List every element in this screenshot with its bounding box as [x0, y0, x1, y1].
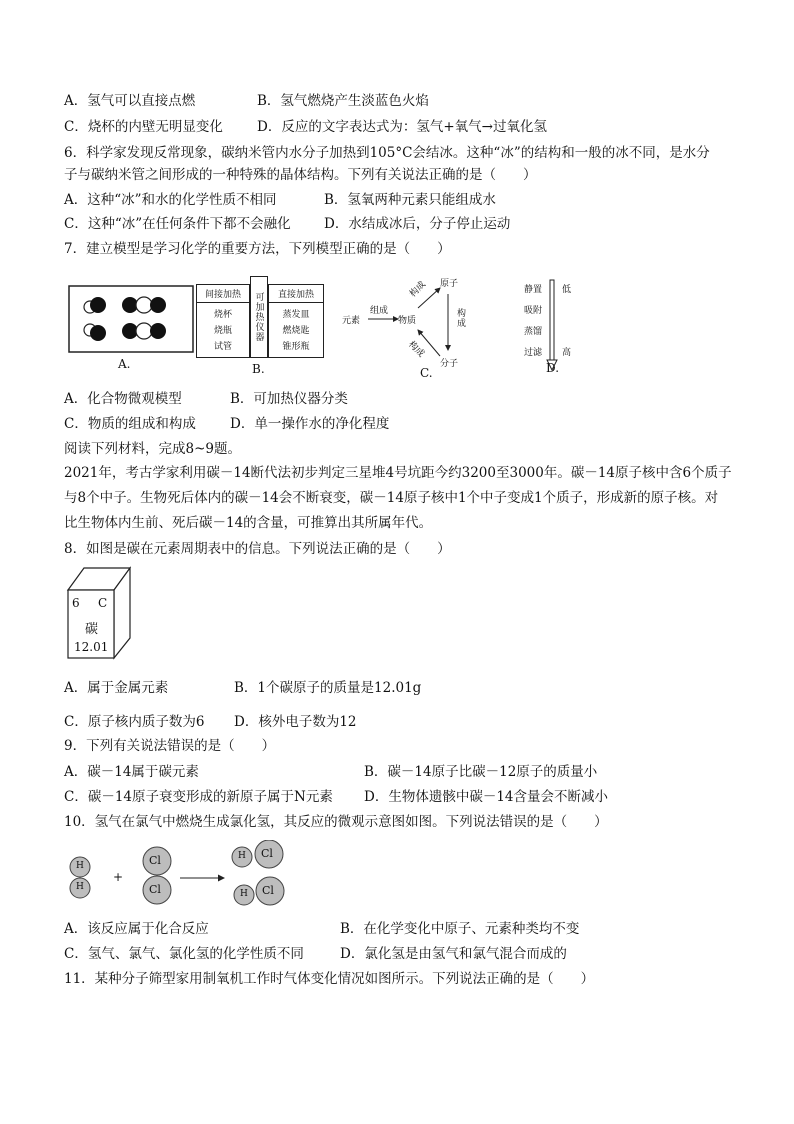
atomic-mass: 12.01 [74, 640, 109, 654]
compound-model-diagram [68, 285, 194, 353]
substance-node: 物质 [398, 316, 417, 326]
q5-option-c: C．烧杯的内壁无明显变化 [64, 119, 223, 135]
construct-label-2: 构成 [455, 308, 465, 328]
q7-stem: 7．建立模型是学习化学的重要方法，下列模型正确的是（ ） [64, 241, 451, 257]
q6-option-a: A．这种“冰”和水的化学性质不相同 [64, 192, 277, 208]
cl-atom-label: Cl [149, 883, 161, 896]
instrument-item: 燃烧匙 [282, 326, 310, 336]
q5-option-a: A．氢气可以直接点燃 [64, 93, 196, 109]
q10-stem: 10．氢气在氯气中燃烧生成氯化氢，其反应的微观示意图如图。下列说法错误的是（ ） [64, 814, 608, 830]
low-label: 低 [562, 285, 572, 295]
q8-option-d: D．核外电子数为12 [234, 714, 357, 730]
q9-option-b: B．碳－14原子比碳－12原子的质量小 [364, 764, 598, 780]
q7-figure-c [342, 272, 472, 372]
reading-paragraph-line2: 与8个中子。生物死后体内的碳－14会不断衰变，碳－14原子核中1个中子变成1个质子，形成新的原子核。对 [64, 490, 719, 506]
q11-stem: 11．某种分子筛型家用制氧机工作时气体变化情况如图所示。下列说法正确的是（ ） [64, 971, 595, 987]
q7-option-d: D．单一操作水的净化程度 [230, 416, 390, 432]
h-atom-label: H [76, 861, 84, 871]
purification-step: 静置 [524, 285, 543, 295]
construct-label-1: 构成 [408, 279, 428, 300]
indirect-heating-box [196, 284, 250, 358]
q8-option-b: B．1个碳原子的质量是12.01g [234, 680, 422, 696]
heatable-instruments-box [250, 276, 268, 358]
atom-node: 原子 [440, 279, 459, 289]
q8-stem: 8．如图是碳在元素周期表中的信息。下列说法正确的是（ ） [64, 541, 451, 557]
reading-paragraph-line3: 比生物体内生前、死后碳－14的含量，可推算出其所属年代。 [64, 515, 433, 531]
q5-option-b: B．氢气燃烧产生淡蓝色火焰 [257, 93, 429, 109]
q6-option-d: D．水结成冰后，分子停止运动 [324, 216, 511, 232]
reaction-diagram [64, 840, 304, 912]
plus-sign: + [113, 870, 124, 884]
q7-figure-d-label: D. [546, 361, 560, 375]
cl-atom-label: Cl [262, 884, 274, 897]
q6-stem-line1: 6．科学家发现反常现象，碳纳米管内水分子加热到105°C会结冰。这种“冰”的结构和一般的冰不同，是水分 [64, 145, 710, 161]
q9-option-a: A．碳－14属于碳元素 [64, 764, 199, 780]
direct-heating-box [268, 284, 324, 358]
q5-option-d: D．反应的文字表达式为：氢气+氧气→过氧化氢 [257, 119, 547, 135]
cl-atom-label: Cl [261, 847, 273, 860]
high-label: 高 [562, 348, 572, 358]
indirect-heating-header: 间接加热 [197, 285, 249, 303]
element-name: 碳 [85, 622, 99, 637]
q10-option-b: B．在化学变化中原子、元素种类均不变 [340, 921, 580, 937]
reading-intro: 阅读下列材料，完成8~9题。 [64, 441, 241, 457]
heatable-instruments-label: 可加热仪器 [253, 292, 264, 342]
h-atom-label: H [76, 882, 84, 892]
molecule-node: 分子 [440, 359, 459, 369]
q8-option-a: A．属于金属元素 [64, 680, 169, 696]
element-node: 元素 [342, 316, 361, 326]
q6-option-c: C．这种“冰”在任何条件下都不会融化 [64, 216, 291, 232]
atomic-number: 6 [72, 596, 80, 610]
q9-option-d: D．生物体遗骸中碳－14含量会不断减小 [364, 789, 609, 805]
q10-option-d: D．氯化氢是由氢气和氯气混合而成的 [340, 946, 567, 962]
q7-figure-b-label: B. [252, 362, 265, 376]
h-atom-label: H [240, 889, 248, 899]
q8-option-c: C．原子核内质子数为6 [64, 714, 205, 730]
element-symbol: C [98, 596, 108, 610]
purification-step: 过滤 [524, 348, 543, 358]
compose-label: 组成 [370, 306, 389, 316]
instrument-item: 烧瓶 [213, 326, 232, 336]
instrument-item: 蒸发皿 [282, 310, 310, 320]
q7-figure-d [516, 276, 576, 372]
cl-atom-label: Cl [149, 854, 161, 867]
q7-figure-a-label: A. [118, 357, 131, 371]
q7-figure-c-label: C. [420, 366, 433, 380]
q7-figure-a [68, 285, 194, 353]
construct-label-3: 构成 [406, 339, 426, 360]
instrument-item: 烧杯 [213, 310, 232, 320]
q7-option-b: B．可加热仪器分类 [230, 391, 348, 407]
purification-step: 吸附 [524, 306, 543, 316]
q6-option-b: B．氢氧两种元素只能组成水 [324, 192, 496, 208]
q9-option-c: C．碳－14原子衰变形成的新原子属于N元素 [64, 789, 333, 805]
q6-stem-line2: 子与碳纳米管之间形成的一种特殊的晶体结构。下列有关说法正确的是（ ） [64, 167, 537, 183]
direct-heating-header: 直接加热 [269, 285, 323, 303]
instrument-item: 试管 [213, 342, 232, 352]
q10-option-a: A．该反应属于化合反应 [64, 921, 209, 937]
reading-paragraph-line1: 2021年，考古学家利用碳－14断代法初步判定三星堆4号坑距今约3200至3000年。碳－14原子核中含6个质子 [64, 465, 732, 481]
purification-step: 蒸馏 [524, 327, 543, 337]
q9-stem: 9．下列有关说法错误的是（ ） [64, 738, 276, 754]
instrument-item: 锥形瓶 [282, 342, 310, 352]
h-atom-label: H [238, 851, 246, 861]
q7-option-c: C．物质的组成和构成 [64, 416, 196, 432]
q10-option-c: C．氢气、氯气、氯化氢的化学性质不同 [64, 946, 304, 962]
periodic-table-cell [66, 566, 132, 660]
q7-figure-b [196, 276, 324, 358]
q7-option-a: A．化合物微观模型 [64, 391, 182, 407]
